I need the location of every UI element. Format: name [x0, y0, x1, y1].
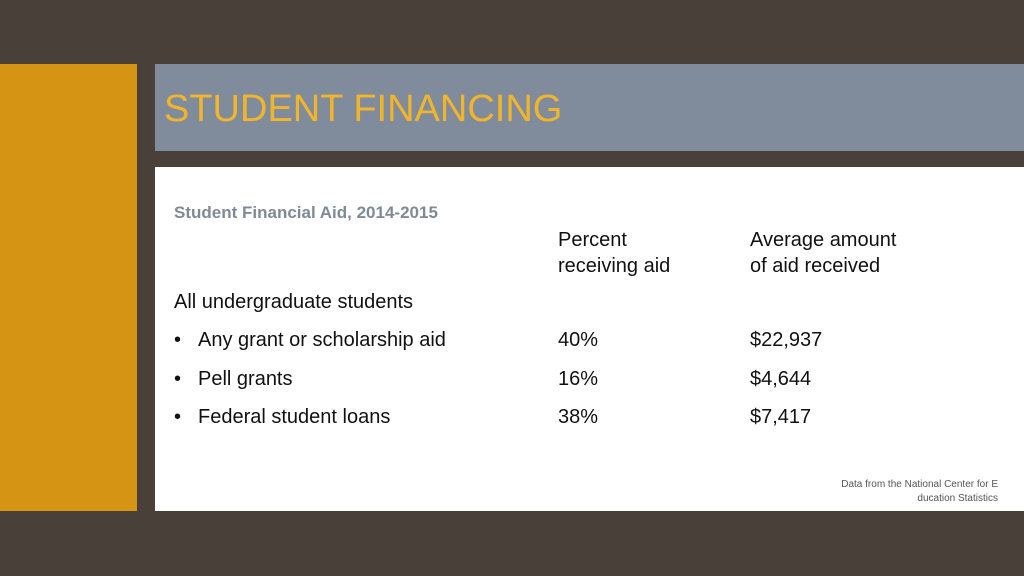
- bullet-marker: •: [174, 329, 182, 351]
- table-title: Student Financial Aid, 2014-2015: [174, 203, 438, 222]
- column-header-percent-line1: Percent: [558, 229, 627, 251]
- row-label: Federal student loans: [198, 406, 391, 428]
- source-note: Data from the National Center for Education Statistics: [841, 479, 998, 504]
- row-amount: $22,937: [750, 329, 823, 351]
- row-percent: 38%: [558, 406, 599, 428]
- bullet-marker: •: [174, 368, 182, 390]
- row-amount: $7,417: [750, 406, 812, 428]
- accent-bar: [0, 64, 137, 511]
- row-percent: 16%: [558, 368, 599, 390]
- column-header-average-line2: of aid received: [750, 255, 881, 277]
- group-label: All undergraduate students: [174, 291, 414, 313]
- content-panel: [155, 167, 1024, 511]
- row-label: Any grant or scholarship aid: [198, 329, 446, 351]
- row-percent: 40%: [558, 329, 599, 351]
- column-header-percent-line2: receiving aid: [558, 255, 671, 277]
- table-row: [155, 368, 1024, 394]
- table-row: [155, 406, 1024, 432]
- column-header-percent: [558, 227, 728, 279]
- title-band: [155, 64, 1024, 151]
- row-label: Pell grants: [198, 368, 293, 390]
- table-row: [155, 329, 1024, 355]
- row-amount: $4,644: [750, 368, 812, 390]
- column-header-average: [750, 227, 950, 279]
- bullet-marker: •: [174, 406, 182, 428]
- column-header-average-line1: Average amount: [750, 229, 897, 251]
- slide-title: STUDENT FINANCING: [164, 88, 563, 130]
